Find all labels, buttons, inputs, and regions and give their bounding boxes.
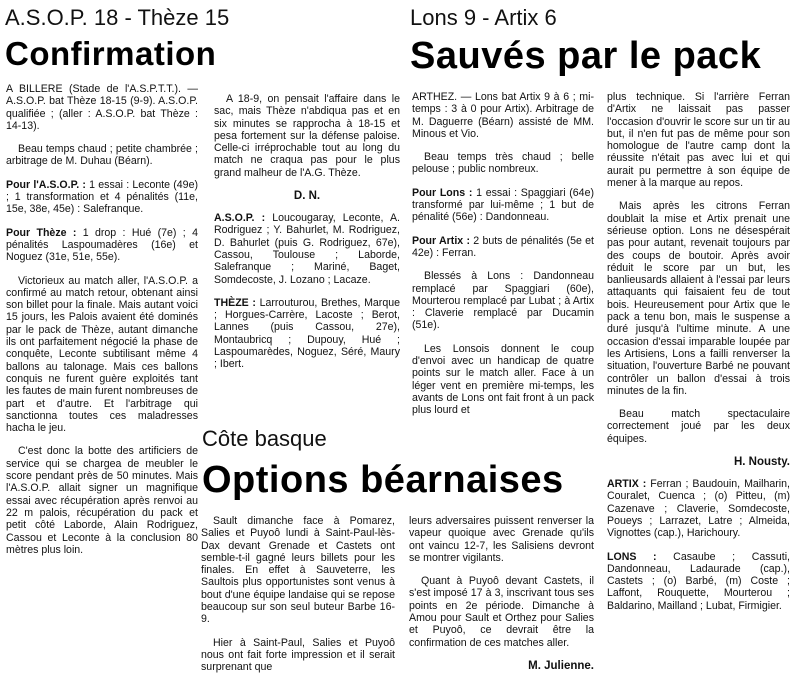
lineup-paragraph (214, 212, 400, 286)
article-paragraph: A BILLERE (Stade de l'A.S.P.T.T.). — A.S.O.P. bat Thèze 18-15 (9-9). A.S.O.P. qualifiée ; (aller : A.S.O.P. bat Thèze : 14-13). (6, 83, 198, 132)
bottom-col-2 (409, 515, 594, 682)
scoring-text: 1 essai : Leconte (49e) ; 1 transformation et 4 pénalités (11e, 15e, 38e, 45e) : Salefranque. (6, 178, 198, 216)
scoring-paragraph (6, 227, 198, 264)
left-headline: Confirmation (5, 35, 217, 72)
article-paragraph: Beau temps chaud ; petite chambrée ; arbitrage de M. Duhau (Béarn). (6, 143, 198, 168)
article-paragraph: C'est donc la botte des artificiers de service qui se chargea de meubler le score pendant près de 50 minutes. Mais l'A.S.O.P. allait signer un magnifique essai avec récupération après renvoi au 22 m palois, récupération du pack et petit côté Laborde, Alain Rodriguez, Cassou et Leconte à la conclusion 80 mètres plus loin. (6, 445, 198, 556)
team-label: A.S.O.P. : (214, 212, 266, 225)
author-signature: M. Julienne. (528, 659, 594, 672)
team-lineup: Larrouturou, Brethes, Marque ; Horgues-Carrère, Lacoste ; Berot, Lannes (puis Cassou, 27e), Montaubricq ; Dupouy, Hué ; Laspoumarèdes, Noguez, Séré, Maury ; Ibert. (214, 296, 400, 371)
scoring-text: 2 buts de pénalités (5e et 42e) : Ferran. (412, 234, 594, 259)
right-kicker: Lons 9 - Artix 6 (410, 5, 557, 30)
article-paragraph: Mais après les citrons Ferran doublait la mise et Artix prenait une sérieuse option. Lons ne désespérait pas pour autant, revenait toujours par des coups de boutoir. Après avoir réduit le score par un but, les banlieusards allaient à l'essai par leurs attaquants qui faisaient feu de tout bois. Heureusement pour Artix que le pack a tenu bon, mais le suspense a duré jusqu'à l'ultime minute. A une occasion d'essai imparable loupée par les Artisiens, Lons a failli renverser la situation, l'ouverture Barbé ne pouvant contrôler un ballon d'essai à trois minutes de la fin. (607, 200, 790, 397)
left-col-2 (214, 93, 400, 382)
scoring-label: Pour Artix : (412, 234, 470, 247)
author-signature: H. Nousty. (733, 456, 790, 469)
article-paragraph: A 18-9, on pensait l'affaire dans le sac, mais Thèze n'abdiqua pas et en six minutes se rapprocha à 18-15 et pesa fortement sur la défense paloise. Celle-ci irréprochable tout au long du match ne craqua pas pour le plus grand malheur de l'A.G. Thèze. (214, 93, 400, 179)
right-headline: Sauvés par le pack (410, 35, 762, 77)
article-paragraph: leurs adversaires puissent renverser la vapeur quoique avec Grenade qu'ils ont vaincu 12-7, les Salisiens devront se montrer vigilants. (409, 515, 594, 564)
article-paragraph: Blessés à Lons : Dandonneau remplacé par Spaggiari (60e), Mourterou remplacé par Lubat ; à Artix : Claverie remplacé par Ducamin (51e). (412, 270, 594, 332)
team-lineup: Loucougaray, Leconte, A. Rodriguez ; Y. Bahurlet, M. Rodriguez, D. Bahurlet (puis G. Rodriguez, 67e), Cassou, Toulouse ; Laborde, Salefranque ; Mariné, Baget, Somdecoste, J. Lozano ; Lacaze. (214, 212, 401, 286)
left-col-1 (6, 83, 198, 567)
team-label: THÈZE : (214, 296, 256, 309)
scoring-paragraph (412, 235, 594, 260)
scoring-label: Pour l'A.S.O.P. : (6, 178, 86, 191)
right-col-2 (607, 91, 790, 623)
scoring-text: 1 essai : Spaggiari (64e) transformé par lui-même ; 1 but de pénalité (56e) : Dandonneau. (412, 186, 594, 224)
article-paragraph: Beau temps très chaud ; belle pelouse ; public nombreux. (412, 151, 594, 176)
scoring-paragraph (412, 187, 594, 224)
article-paragraph: Quant à Puyoô devant Castets, il s'est imposé 17 à 3, inscrivant tous ses points en 2e période. Dimanche à Amou pour Sault et Orthez pour Salies et Puyoô, ce devrait être la confirmation de ces matches aller. (409, 575, 594, 649)
bottom-kicker: Côte basque (202, 426, 327, 451)
article-paragraph: Beau match spectaculaire correctement joué par les deux équipes. (607, 408, 790, 445)
lineup-paragraph (214, 297, 400, 371)
team-lineup: Ferran ; Baudouin, Mailharin, Couralet, Cuenca ; (o) Pitteu, (m) Cazenave ; Claverie, Somdecoste, Poueys ; Larrazet, Latre ; Almeida, Vignottes (cap.), Harichoury. (607, 478, 790, 540)
scoring-text: 1 drop : Hué (7e) ; 4 pénalités Laspoumadères (16e) et Noguez (31e, 51e, 55e). (6, 226, 198, 264)
left-kicker: A.S.O.P. 18 - Thèze 15 (5, 5, 230, 30)
author-signature: D. N. (293, 190, 321, 203)
article-paragraph: ARTHEZ. — Lons bat Artix 9 à 6 ; mi-temps : 3 à 0 pour Artix). Arbitrage de M. Daguerre (Béarn) assisté de MM. Minous et Vio. (412, 91, 594, 140)
lineup-paragraph (607, 478, 790, 539)
article-paragraph: plus technique. Si l'arrière Ferran d'Artix ne laissait pas passer l'occasion d'ouvrir le score sur un tir au but, il n'en fut pas de même pour son homologue de l'autre camp dont la réussite n'était pas avec lui et qui aurait pu permettre à son équipe de mener à la marque au repos. (607, 91, 790, 190)
bottom-col-1 (201, 515, 395, 685)
article-paragraph: Sault dimanche face à Pomarez, Salies et Puyoô lundi à Saint-Paul-lès-Dax devant Grenade et Castets ont semble-t-il gagné leurs billets pour les finales. En effet à Sauveterre, les Saultois plus opportunistes sont venus à bout d'une équipe landaise qui se repose beaucoup sur son seul buteur Barbe 16-9. (201, 515, 395, 626)
scoring-paragraph (6, 179, 198, 216)
team-label: LONS : (607, 550, 657, 563)
scoring-label: Pour Thèze : (6, 226, 77, 239)
lineup-paragraph (607, 551, 790, 612)
article-paragraph: Victorieux au match aller, l'A.S.O.P. a confirmé au match retour, obtenant ainsi son billet pour la finale. Mais autant voici 15 jours, les Palois avaient été dominés par le pack de Thèze, autant dimanche ils ont parfaitement négocié la phase de conquête, Leconte subtilisant même 4 ballons au talonage. Mais ces ballons conquis ne furent guère exploités tant les fautes de main furent nombreuses de part et d'autre. Et l'arbitrage qui sanctionna toutes ces maladresses hacha le jeu. (6, 274, 198, 435)
team-lineup: Casaube ; Cassuti, Dandonneau, Ladaurade (cap.), Castets ; (o) Barbé, (m) Coste ; Laffont, Rouquette, Mourterou ; Baldarino, Mailland ; Lubat, Firmigier. (607, 550, 790, 612)
bottom-headline: Options béarnaises (202, 459, 564, 501)
article-paragraph: Les Lonsois donnent le coup d'envoi avec un handicap de quatre points sur le match aller. Face à un léger vent en première mi-temps, les avants de Lons ont fait front à un pack plus lourd et (412, 342, 594, 417)
team-label: ARTIX : (607, 478, 647, 491)
right-col-1 (412, 91, 594, 428)
scoring-label: Pour Lons : (412, 186, 473, 199)
article-paragraph: Hier à Saint-Paul, Salies et Puyoô nous ont fait forte impression et il serait surprenant que (201, 636, 395, 674)
